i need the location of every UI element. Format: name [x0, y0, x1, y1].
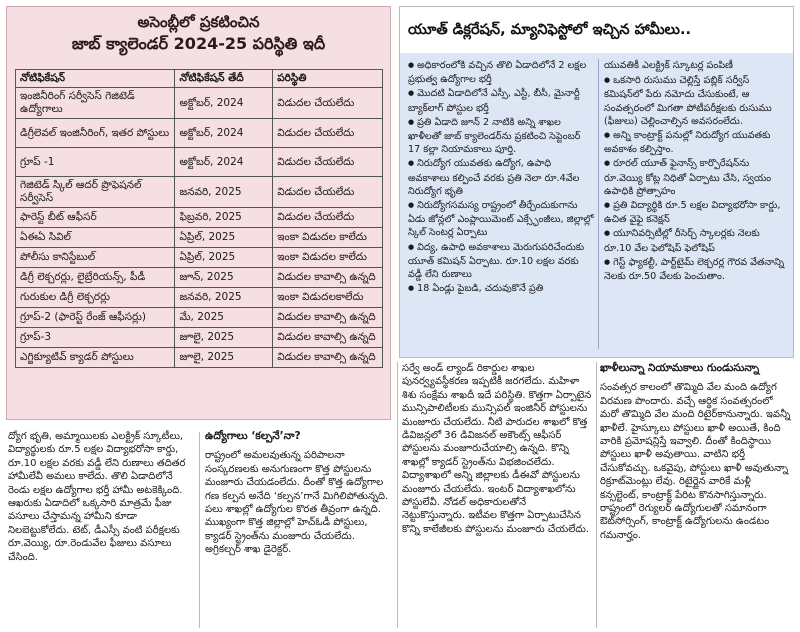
row-date: ఫిబ్రవరి, 2025 [175, 208, 273, 228]
subheading-jobs-creation: ఉద్యోగాలు ‘కల్పనే’నా? [205, 430, 301, 442]
table-row [16, 208, 383, 228]
row-status: విడుదల కావాల్సి ఉన్నది [273, 328, 383, 348]
row-status: విడుదల చేయలేదు [273, 148, 383, 177]
row-status: విడుదల చేయలేదు [273, 177, 383, 208]
list-item: ● మొదటి ఏడాదిలోనే ఎస్సీ, ఎస్టీ, బీసీ, మైనార్టీ బ్యాక్‌లాగ్ పోస్టుల భర్తీ [408, 87, 594, 114]
job-calendar-title-line1: అసెంబ్లీలో ప్రకటించిన [137, 13, 260, 31]
row-date: జూలై, 2025 [175, 328, 273, 348]
table-row [16, 177, 383, 208]
article-column-4 [600, 362, 792, 542]
table-row [16, 119, 383, 148]
list-item: ● ఒకసారి రుసుము చెల్లిస్తే పబ్లిక్ సర్వీస్ కమిషన్‌లో పేరు నమోదు చేసుకుంటే, ఆ సంవత్సరంలో మిగతా పోటీపరీక్షలకు రుసుము (ఫీజులు) చెల్లించాల్సిన అవసరంలేదు. [604, 74, 786, 128]
table-row [16, 228, 383, 248]
list-item: ● యూనివర్సిటీల్లో రీసెర్చ్ స్కాలర్లకు నెలకు రూ.10 వేల ఫెలోషిప్ ఫెలోషిప్ [604, 227, 786, 254]
youth-declaration-heading: యూత్ డిక్లరేషన్, మ్యానిఫెస్టోలో ఇచ్చిన హామీలు.. [400, 7, 793, 53]
row-date: జూలై, 2025 [175, 348, 273, 368]
row-status: విడుదల చేయలేదు [273, 88, 383, 119]
row-notification: ఏఈఏ సివిల్ [16, 228, 175, 248]
list-item: ● నిరుద్యోగ యువతకు ఉద్యోగ, ఉపాధి అవకాశాలు కల్పించే వరకు ప్రతి నెలా రూ.4వేల నిరుద్యోగ భృతి [408, 157, 594, 198]
article-column-2-text: రాష్ట్రంలో అమలవుతున్న పరిపాలనా సంస్కరణలకు అనుగుణంగా కొత్త పోస్టులను మంజూరు చేయడంలేదు. దీంతో కొత్త ఉద్యోగాల గణ కల్పన అనేది ‘కల్పన’గానే మిగిలిపోతున్నది. పలు శాఖల్లో ఉద్యోగుల కొరత తీవ్రంగా ఉన్నది. ముఖ్యంగా కొత్త జిల్లాల్లో హెచ్‌ఓడీ పోస్టులు, క్యాడర్ స్ట్రెంత్‌ను మంజూరు చేయలేదు. అగ్రికల్చర్ శాఖ డైరెక్టర్. [205, 450, 389, 556]
list-item: ● రూరల్ యూత్ ఫైనాన్స్ కార్పొరేషన్‌ను రూ.వెయ్యి కోట్ల నిధితో ఏర్పాటు చేసి, స్వయం ఉపాధికి ప్రోత్సాహం [604, 157, 786, 198]
column-divider [598, 59, 599, 349]
table-row [16, 248, 383, 268]
youth-declaration-body [400, 53, 793, 357]
table-row [16, 308, 383, 328]
article-column-4-text: సంవత్సర కాలంలో తొమ్మిది వేల మంది ఉద్యోగ విరమణ పొందారు. వచ్చే ఆర్థిక సంవత్సరంలో మరో తొమ్మిది వేల మంది రిటైర్‌కానున్నారు. ఇవన్నీ ఖాళీలే. హైస్కూలు పోస్టులు ఖాళీ అయితే, కింది వారికి ప్రమోషన్లిస్తే ఇవ్వాలి. దీంతో కిందిస్థాయి పోస్టులు ఖాళీ అవుతాయి. వాటిని భర్తీ చేసుకోవచ్చు. ఒకవైపు, పోస్టులు ఖాళీ అవుతున్నా రిక్రూట్‌మెంట్లు లేవు. రిటైర్డైన వారికే మళ్లీ కన్సల్టెంట్, కాంట్రాక్ట్ పేరిట కొనసాగిస్తున్నారు. రాష్ట్రంలో రెగ్యులర్ ఉద్యోగులతో సమానంగా ఔట్‌సోర్సింగ్, కాంట్రాక్ట్ ఉద్యోగులను ఉండటం గమనార్హం. [600, 382, 791, 541]
row-status: ఇంకా విడుదల కాలేదు [273, 248, 383, 268]
article-column-3: సర్వే అండ్ ల్యాండ్ రికార్డుల శాఖల పునర్వ్యవస్థీకరణ ఇప్పటికీ జరగలేదు. మహిళా శిశు సంక్షేమ శాఖదీ ఇదే పరిస్థితి. కొత్తగా ఏర్పాటైన మున్సిపాలిటీలకు మున్సిపల్ ఇంజినీర్ పోస్టులను మంజూరు చేయలేదు. నీటి పారుదల శాఖలో కొత్త డివిజన్లలో 36 డివిజనల్ అకౌంట్స్ ఆఫీసర్ పోస్టులను మంజూరుచేయాల్సి ఉన్నది. కొన్ని శాఖల్లో క్యాడర్ స్ట్రెంత్‌ను విభజించలేదు. విద్యాశాఖలో అన్ని జిల్లాలకు డీఈవో పోస్టులను మంజూరు చేయలేదు. ఇంటర్ విద్యాశాఖలోను పోస్టులేవీ. నోడల్ అధికారులతోనే నెట్టుకొస్తున్నారు. ఇటీవల కొత్తగా ఏర్పాటుచేసిన కొన్ని కాలేజీలకు పోస్టులను మంజూరు చేయలేదు. [402, 363, 592, 535]
list-item: ● ప్రతి ఏడాది జూన్ 2 నాటికి అన్ని శాఖల ఖాళీలతో జాబ్ క్యాలెండర్‌ను ప్రకటించి సెప్టెంబర్ 17 కల్లా నియామకాలు పూర్తి. [408, 116, 594, 157]
promises-right-column [604, 59, 786, 284]
article-column-2 [205, 430, 393, 557]
row-status: విడుదల చేయలేదు [273, 208, 383, 228]
list-item: ● 18 ఏండ్లు పైబడి, చదువుకొనే ప్రతి [408, 282, 594, 296]
row-notification: గురుకుల డిగ్రీ లెక్చరర్లు [16, 288, 175, 308]
row-status: ఇంకా విడుదలకాలేదు [273, 288, 383, 308]
table-row [16, 328, 383, 348]
row-notification: డిగ్రీ లెక్చరర్లు, లైబ్రేరియన్స్, పీడీ [16, 268, 175, 288]
list-item: ● ప్రతి విద్యార్థికి రూ.5 లక్షల విద్యాభరోసా కార్డు, ఉచిత వైఫై కనెక్షన్ [604, 199, 786, 226]
table-row [16, 288, 383, 308]
row-date: మే, 2025 [175, 308, 273, 328]
table-row [16, 148, 383, 177]
job-calendar-title-line2: జాబ్ క్యాలెండర్ 2024-25 పరిస్థితి ఇదీ [71, 34, 326, 53]
list-item: ● విద్య, ఉపాధి అవకాశాలు మెరుగుపరిచేందుకు యూత్ కమిషన్ ఏర్పాటు. రూ.10 లక్షల వరకు వడ్డీ లేని రుణాలు [408, 241, 594, 282]
row-notification: గ్రూప్-2 (ఫారెస్ట్ రేంజ్ ఆఫీసర్లు) [16, 308, 175, 328]
table-header-row [16, 70, 383, 88]
row-date: జనవరి, 2025 [175, 177, 273, 208]
row-notification: ఫారెస్ట్ బీట్ ఆఫీసర్ [16, 208, 175, 228]
list-item: ● అన్ని కాంట్రాక్ట్ పనుల్లో నిరుద్యోగ యువతకు అవకాశం కల్పిస్తాం. [604, 129, 786, 156]
row-date: జూన్, 2025 [175, 268, 273, 288]
column-rule [397, 362, 398, 628]
header-status: పరిస్థితి [273, 70, 383, 88]
row-status: విడుదల కావాల్సి ఉన్నది [273, 348, 383, 368]
row-notification: పోలీసు కానిస్టేబుల్ [16, 248, 175, 268]
list-item: ● గెస్ట్ ఫ్యాకల్టీ, పార్ట్‌టైమ్ లెక్చరర్ల గౌరవ వేతనాన్ని నెలకు రూ.50 వేలకు పెంచుతాం. [604, 256, 786, 283]
row-notification: డిగ్రీలెవల్ ఇంజినీరింగ్, ఇతర పోస్టులు [16, 119, 175, 148]
row-status: విడుదల కావాల్సి ఉన్నది [273, 308, 383, 328]
list-item: ● అధికారంలోకి వచ్చిన తొలి ఏడాదిలోనే 2 లక్షల ప్రభుత్వ ఉద్యోగాల భర్తీ [408, 59, 594, 86]
row-notification: గెజిటెడ్ స్కిల్ ఆదర్ ప్రొఫెషనల్ సర్వీసెస్ [16, 177, 175, 208]
row-date: అక్టోబర్, 2024 [175, 119, 273, 148]
job-calendar-table [15, 69, 383, 368]
table-row [16, 88, 383, 119]
row-date: జనవరి, 2025 [175, 288, 273, 308]
row-date: ఏప్రిల్, 2025 [175, 248, 273, 268]
job-calendar-title [7, 7, 390, 55]
list-item: ● నిరుద్యోగసమస్య రాష్ట్రంలో తీర్చేందుకుగాను ఏడు జోన్లలో ఎంప్లాయిమెంట్ ఎక్స్ఛేంజీలు, జిల్లాల్లో స్కిల్ సెంటర్ల ఏర్పాటు [408, 199, 594, 240]
row-date: ఏప్రిల్, 2025 [175, 228, 273, 248]
subheading-vacancies: ఖాళీలున్నా నియామకాలు గుండుసున్నా [600, 362, 760, 374]
job-calendar-box [6, 6, 391, 420]
promises-left-column [408, 59, 594, 297]
header-notification: నోటిఫికేషన్ [16, 70, 175, 88]
row-status: విడుదల కావాల్సి ఉన్నది [273, 268, 383, 288]
row-date: అక్టోబర్, 2024 [175, 88, 273, 119]
youth-declaration-box [399, 6, 794, 358]
row-notification: ఎగ్జిక్యూటివ్ క్యాడర్ పోస్టులు [16, 348, 175, 368]
row-notification: ఇంజినీరింగ్ సర్వీసెస్ గెజిటెడ్ ఉద్యోగాలు [16, 88, 175, 119]
row-status: ఇంకా విడుదల కాలేదు [273, 228, 383, 248]
row-notification: గ్రూప్-3 [16, 328, 175, 348]
header-notification-date: నోటిఫికేషన్ తేదీ [175, 70, 273, 88]
column-rule [199, 432, 200, 628]
table-row [16, 348, 383, 368]
table-row [16, 268, 383, 288]
column-rule [596, 362, 597, 628]
row-status: విడుదల చేయలేదు [273, 119, 383, 148]
article-column-1: ద్యోగ భృతి, అమ్మాయిలకు ఎలక్ట్రిక్ స్కూటీలు, విద్యార్థులకు రూ.5 లక్షల విద్యాభరోసా కార్డు, రూ.10 లక్షల వరకు వడ్డీ లేని రుణాలు తదితర హామీలేవీ అమలు కాలేదు. తొలి ఏడాదిలోనే రెండు లక్షల ఉద్యోగాల భర్తీ హామీ అటకెక్కింది. ఆఖరుకు ఏడాదిలో ఒక్కసారి మాత్రమే ఫీజు వసూలు చేస్తామన్న హామీని కూడా నిలబెట్టుకోలేదు. టెట్, డీఎస్సీ వంటి పరీక్షలకు రూ.వెయ్యి, రూ.రెండువేల ఫీజులు వసూలు చేసింది. [8, 431, 186, 563]
list-item: యువతికీ ఎలక్ట్రిక్ స్కూటర్ల పంపిణీ [604, 60, 733, 71]
row-date: అక్టోబర్, 2024 [175, 148, 273, 177]
row-notification: గ్రూప్ -1 [16, 148, 175, 177]
